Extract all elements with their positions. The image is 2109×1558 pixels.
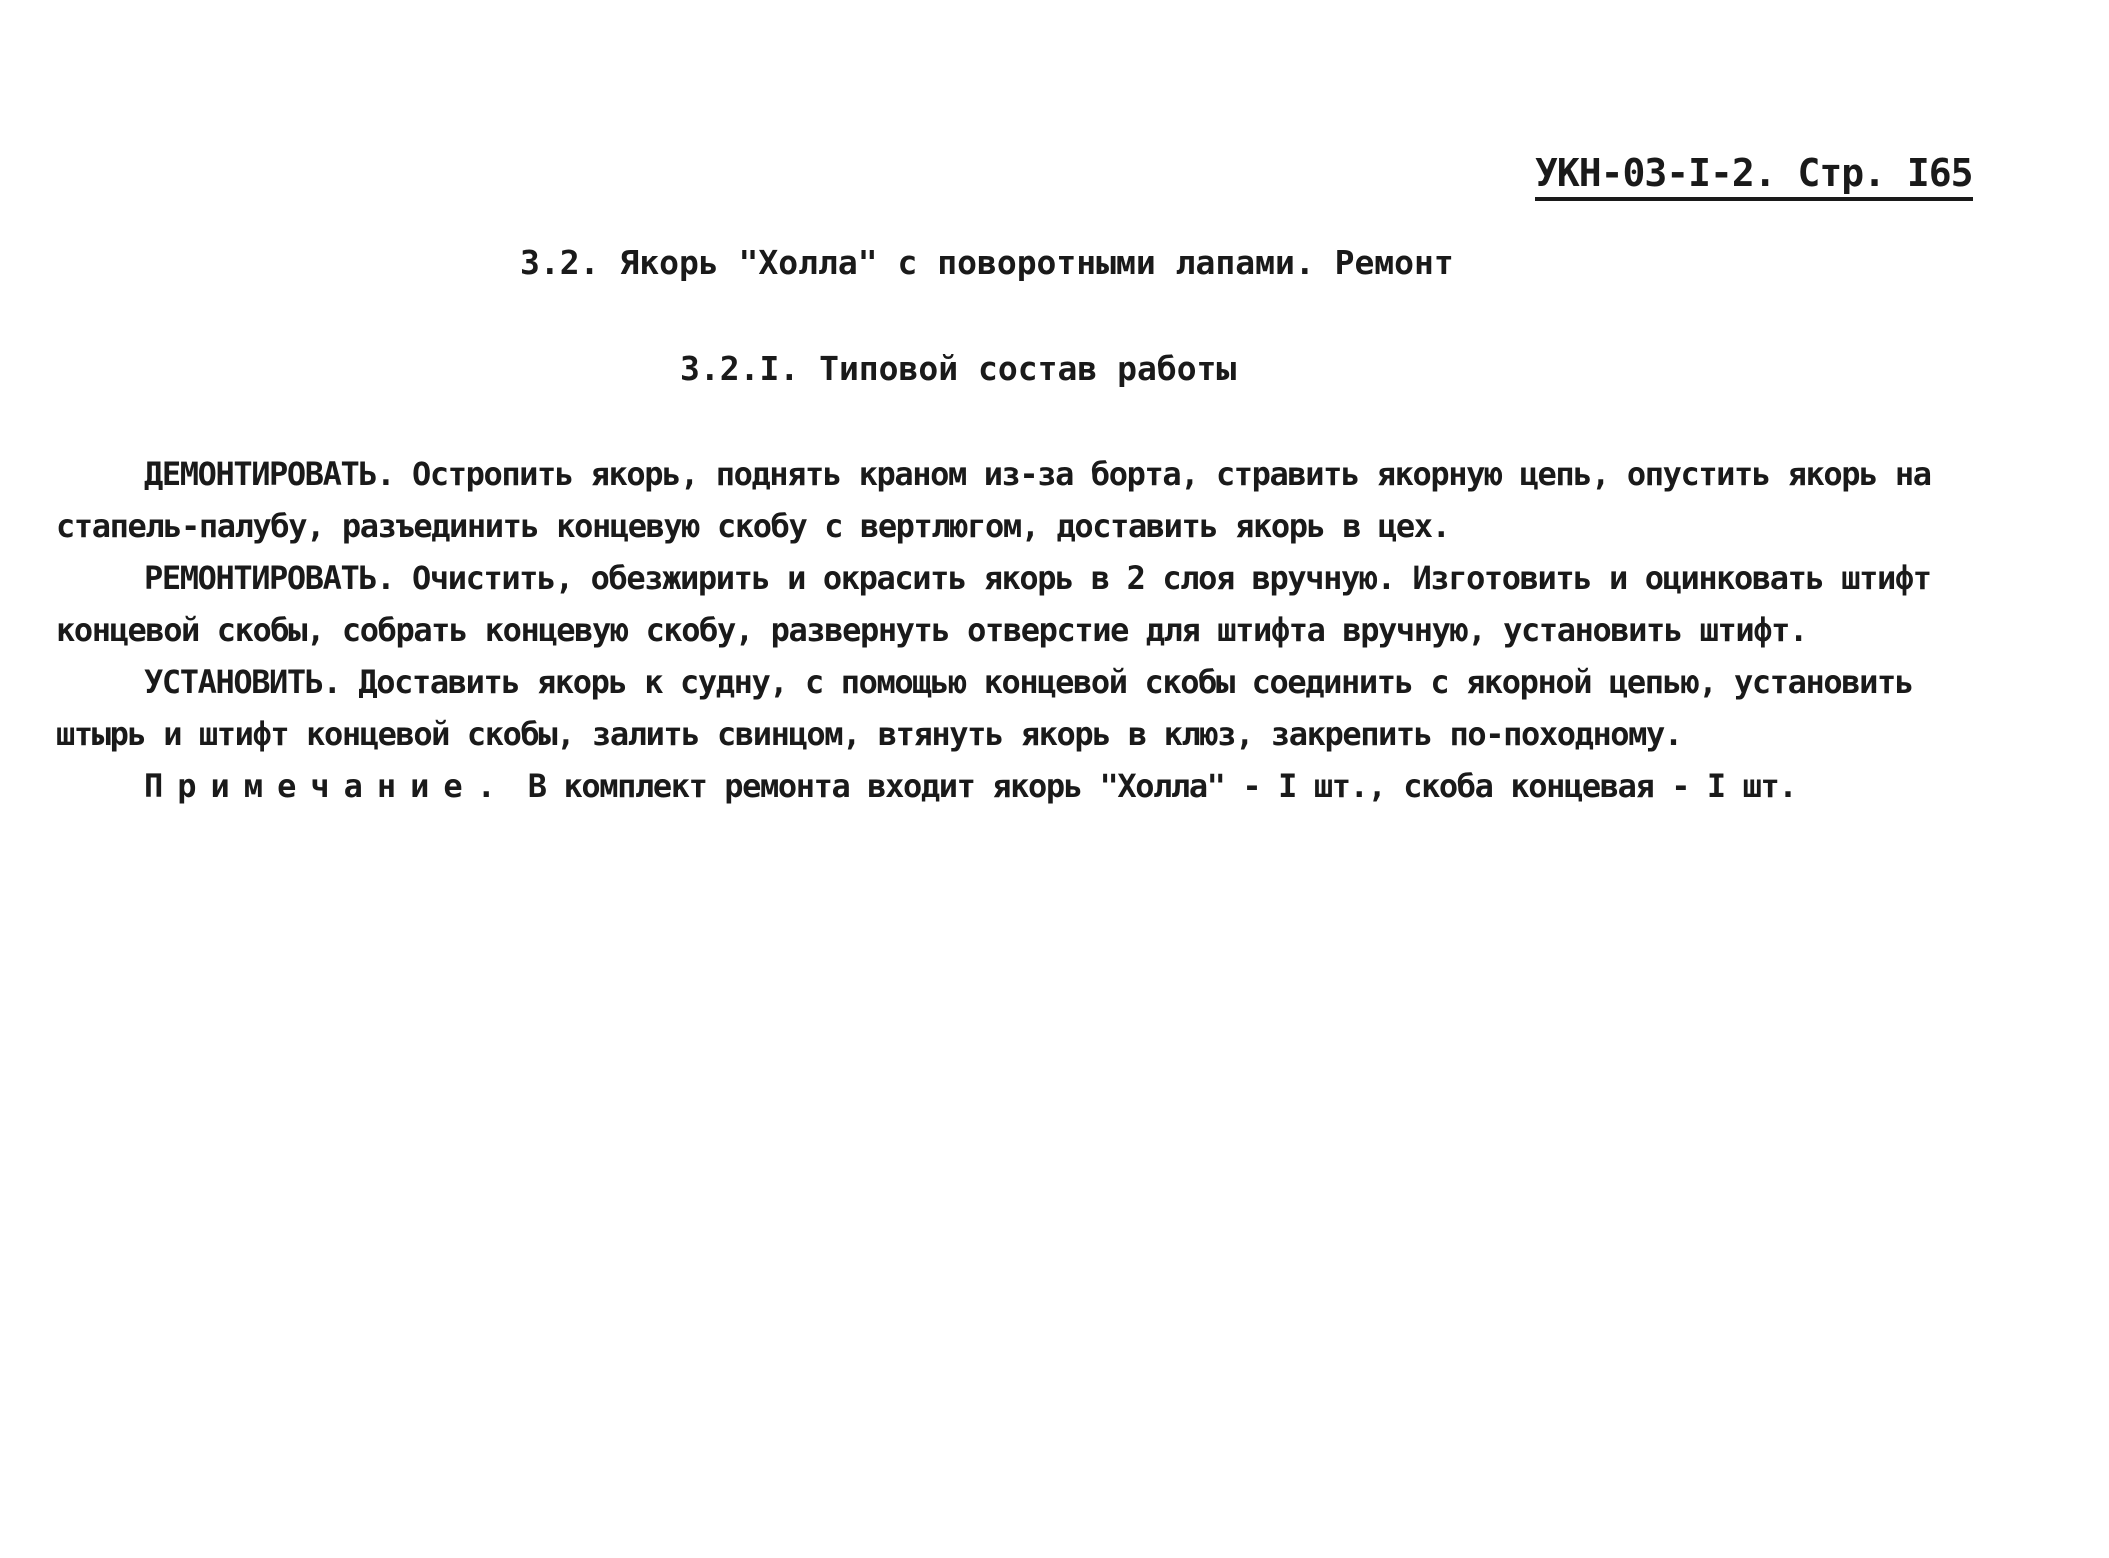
paragraph-lead: РЕМОНТИРОВАТЬ.	[144, 559, 395, 597]
section-title: 3.2. Якорь "Холла" с поворотными лапами. Ремонт	[520, 243, 1454, 282]
paragraph-repair	[56, 552, 1976, 656]
document-code: УКН-03-I-2. Стр. I65	[1535, 150, 1973, 201]
note-label: Примечание.	[144, 767, 510, 805]
paragraph-text: Очистить, обезжирить и окрасить якорь в 2 слоя вручную. Изготовить и оцинковать штифт концевой скобы, собрать концевую скобу, развернуть отверстие для штифта вручную, установить штифт.	[56, 559, 1931, 649]
work-composition-text	[56, 448, 1976, 812]
paragraph-lead: УСТАНОВИТЬ.	[144, 663, 341, 701]
subsection-title: 3.2.I. Типовой состав работы	[680, 349, 1237, 388]
paragraph-note	[56, 760, 1976, 812]
paragraph-install	[56, 656, 1976, 760]
paragraph-text: В комплект ремонта входит якорь "Холла" - I шт., скоба концевая - I шт.	[509, 767, 1797, 805]
paragraph-text: Остропить якорь, поднять краном из-за борта, стравить якорную цепь, опустить якорь на стапель-палубу, разъединить концевую скобу с вертлюгом, доставить якорь в цех.	[56, 455, 1931, 545]
paragraph-text: Доставить якорь к судну, с помощью концевой скобы соединить с якорной цепью, установить штырь и штифт концевой скобы, залить свинцом, втянуть якорь в клюз, закрепить по-походному.	[56, 663, 1913, 753]
paragraph-lead: ДЕМОНТИРОВАТЬ.	[144, 455, 395, 493]
paragraph-dismantle	[56, 448, 1976, 552]
